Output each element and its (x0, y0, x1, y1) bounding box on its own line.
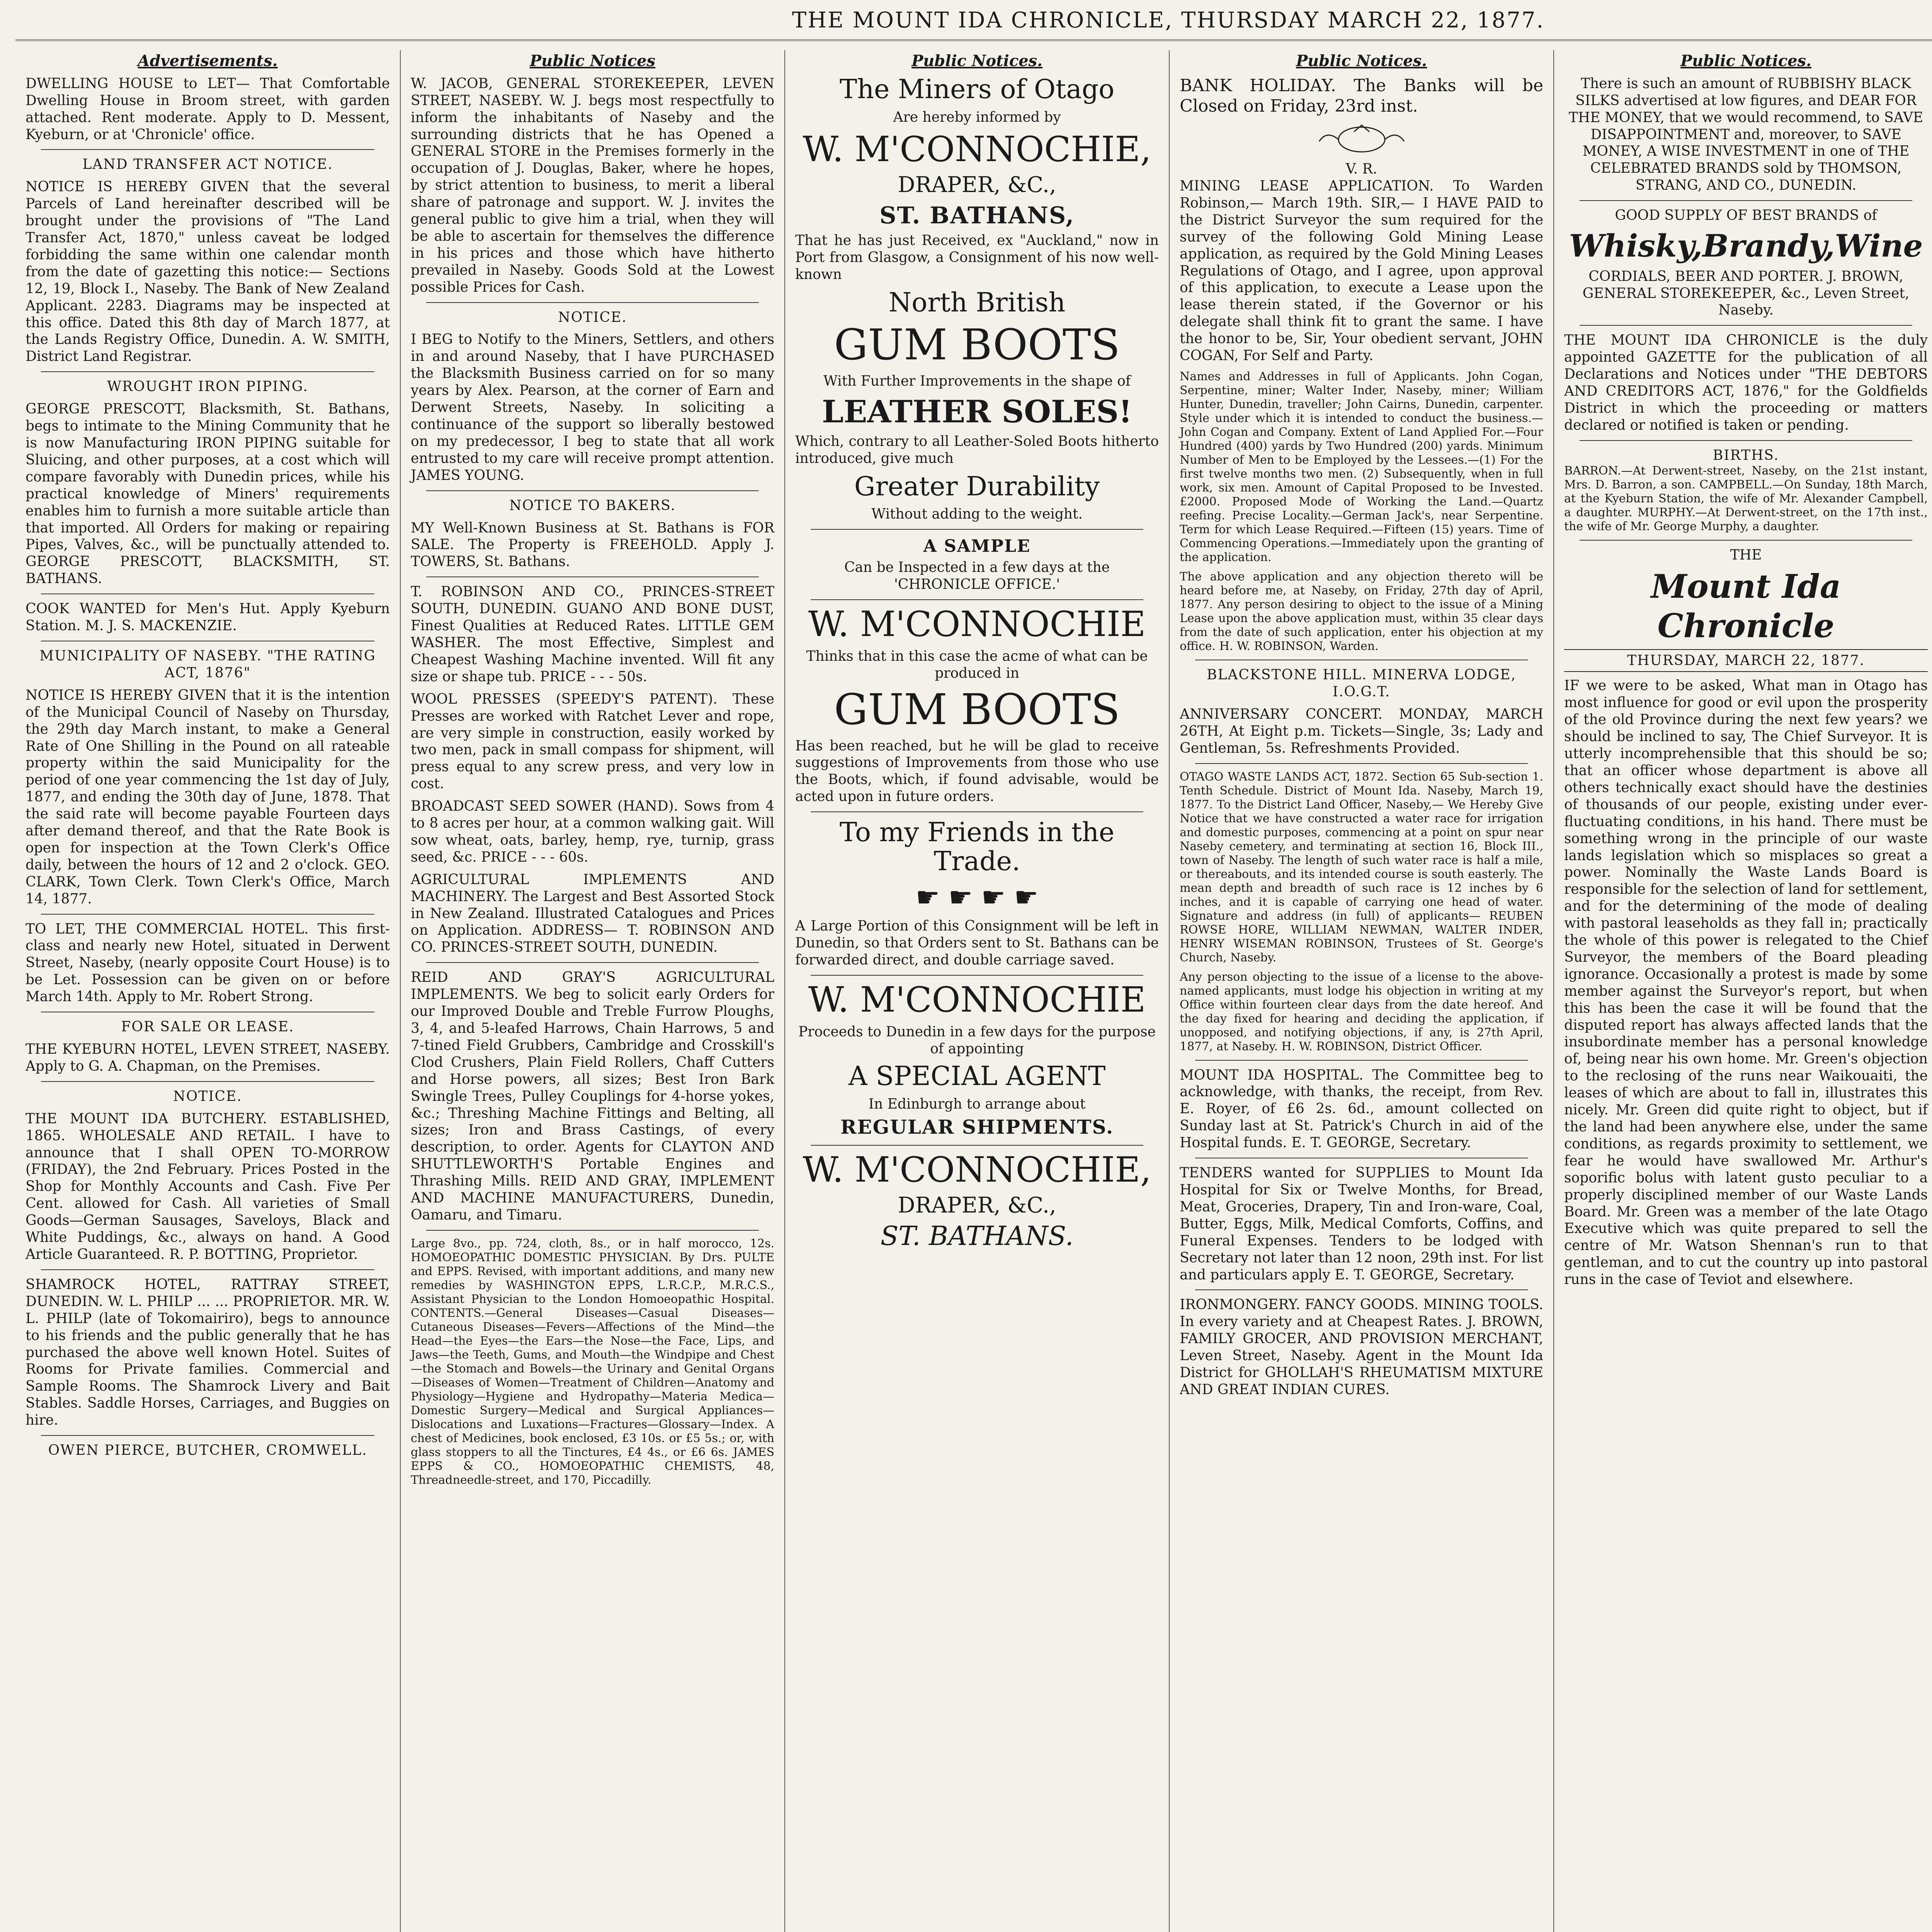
column-5 (1553, 50, 1932, 1932)
improvements-text: With Further Improvements in the shape of (823, 373, 1131, 389)
friends-in-trade: To my Friends in the Trade. (839, 817, 1115, 877)
ad-dwelling-house: DWELLING HOUSE to LET— That Comfortable Dwelling House in Broom street, with garden attached. Rent moderate. Apply to D. Messent, Kyeburn, or at 'Chronicle' office. (26, 75, 390, 143)
divider (1195, 1289, 1528, 1290)
leather-soles: LEATHER SOLES! (822, 393, 1132, 430)
ad-heading: LAND TRANSFER ACT NOTICE. (82, 156, 333, 173)
editorial-date: THURSDAY, MARCH 22, 1877. (1564, 649, 1928, 672)
column-header: Public Notices. (1296, 52, 1427, 70)
ad-mining-lease-hearing: The above application and any objection thereto will be heard before me, at Naseby, on Friday, 27th day of April, 1877. Any person desiring to object to the issue of a Mining Lease upon the above application must, within 35 clear days from the date of such application, enter his objection at my office. H. W. ROBINSON, Warden. (1180, 570, 1543, 653)
ad-mining-lease-details: Names and Addresses in full of Applicants. John Cogan, Serpentine, miner; Walter Inder, Naseby, miner; William Hunter, Dunedin, traveller; John Cairns, Dunedin, carpenter. Style under which it is intended to conduct the business.—John Cogan and Company. Extent of Land Applied For.—Four Hundred (400) yards by Two Hundred (200) yards. Minimum Number of Men to be Employed by the Lessees.—(1) For the first twelve months two men. (2) Subsequently, when in full work, six men. Amount of Capital Proposed to be Invested. £2000. Proposed Mode of Working the Land.—Quartz reefing. Precise Locality.—German Jack's, near Serpentine. Term for which Lease Required.—Fifteen (15) years. Time of Commencing Operations.—Immediately upon the granting of the application. (1180, 370, 1543, 565)
received-text: That he has just Received, ex "Auckland," now in Port from Glasgow, a Consignment of his now well-known (795, 232, 1159, 282)
gum-boots: GUM BOOTS (834, 320, 1120, 370)
ad-heading: MUNICIPALITY OF NASEBY. "THE RATING ACT, 1876" (39, 648, 376, 681)
divider (426, 1230, 759, 1231)
ad-heading: FOR SALE OR LEASE. (121, 1019, 294, 1035)
ad-heading: NOTICE TO BAKERS. (509, 497, 676, 514)
divider (1580, 325, 1912, 326)
ad-homoeopathic: Large 8vo., pp. 724, cloth, 8s., or in half morocco, 12s. HOMOEOPATHIC DOMESTIC PHYSICIAN. By Drs. PULTE and EPPS. Revised, with important additions, and many new remedies by WASHINGTON EPPS, L.R.C.P., M.R.C.S., Assistant Physician to the London Homoeopathic Hospital. CONTENTS.—General Diseases—Casual Diseases—Cutaneous Diseases—Fevers—Affections of the Mind—the Head—the Eyes—the Ears—the Nose—the Face, Lips, and Jaws—the Teeth, Gums, and Mouth—the Windpipe and Chest—the Stomach and Bowels—the Urinary and Genital Organs—Diseases of Women—Treatment of Children—Anatomy and Physiology—Hygiene and Hydropathy—Materia Medica—Domestic Surgery—Medical and Surgical Appliances—Dislocations and Luxations—Fractures—Glossary—Index. A chest of Medicines, book enclosed, £3 10s. or £5 5s.; or, with glass stoppers to all the Tinctures, £4 4s., or £6 6s. JAMES EPPS & CO., HOMOEOPATHIC CHEMISTS, 48, Threadneedle-street, and 170, Piccadilly. (411, 1236, 774, 1487)
column-2 (400, 50, 784, 1932)
ad-bank-holiday: BANK HOLIDAY. The Banks will be Closed on Friday, 23rd inst. (1180, 75, 1543, 116)
ad-rating-act: NOTICE IS HEREBY GIVEN that it is the intention of the Municipal Council of Naseby on Thursday, the 29th day March instant, to make a General Rate of One Shilling in the Pound on all rateable property within the said Municipality for the period of one year commencing the 1st day of July, 1877, and ending the 30th day of June, 1878. That the said rate will become payable Fourteen days after demand thereof, and that the Rate Book is open for inspection at the Town Clerk's Office daily, between the hours of 12 and 2 o'clock. GEO. CLARK, Town Clerk. Town Clerk's Office, March 14, 1877. (26, 687, 390, 907)
the-label: THE (1730, 547, 1762, 563)
divider (41, 1081, 374, 1082)
ad-seed-sower: BROADCAST SEED SOWER (HAND). Sows from 4 to 8 acres per hour, at a common walking gait. Will sow wheat, oats, barley, hemp, rye, turnip, grass seed, &c. PRICE - - - 60s. (411, 798, 774, 865)
draper-label: DRAPER, &C., (898, 1193, 1056, 1218)
column-3 (784, 50, 1169, 1932)
ad-business-for-sale: MY Well-Known Business at St. Bathans is FOR SALE. The Property is FREEHOLD. Apply J. TOWERS, St. Bathans. (411, 520, 774, 570)
reached-text: Has been reached, but he will be glad to receive suggestions of Improvements from those who use the Boots, which, if found advisable, would be acted upon in future orders. (795, 738, 1159, 805)
ad-butchery: THE MOUNT IDA BUTCHERY. ESTABLISHED, 1865. WHOLESALE AND RETAIL. I have to announce that I shall OPEN TO-MORROW (FRIDAY), the 2nd February. Prices Posted in the Shop for Monthly Accounts and Cash. Five Per Cent. allowed for Cash. All varieties of Small Goods—German Sausages, Saveloys, Black and White Puddings, &c., always on hand. A Good Article Guaranteed. R. P. BOTTING, Proprietor. (26, 1111, 390, 1262)
ad-blacksmith: I BEG to Notify to the Miners, Settlers, and others in and around Naseby, that I have PURCHASED the Blacksmith Business carried on for so many years by Alex. Pearson, at the corner of Earn and Derwent Streets, Naseby. In soliciting a continuance of the support so liberally bestowed on my predecessor, I beg to state that all work entrusted to my care will receive prompt attention. JAMES YOUNG. (411, 332, 774, 483)
column-header: Public Notices. (912, 52, 1043, 70)
ad-list (26, 75, 390, 1459)
ad-chronicle-gazette: THE MOUNT IDA CHRONICLE is the duly appointed GAZETTE for the publication of all Declarations and Notices under "THE DEBTORS AND CREDITORS ACT, 1876," for the Goldfields District in which the proceeding or matters declared or notified is taken or pending. (1564, 332, 1928, 433)
sample-text: Can be Inspected in a few days at the 'CHRONICLE OFFICE.' (844, 559, 1110, 592)
newspaper-page (15, 8, 1932, 1932)
column-1 (15, 50, 400, 1932)
masthead-rule (15, 39, 1932, 41)
whisky-brandy-wine: Whisky,Brandy,Wine (1569, 228, 1923, 264)
ad-anniversary-concert: ANNIVERSARY CONCERT. MONDAY, MARCH 26TH, At Eight p.m. Tickets—Single, 3s; Lady and Gentleman, 5s. Refreshments Provided. (1180, 706, 1543, 756)
special-agent: A SPECIAL AGENT (848, 1061, 1106, 1092)
north-british: North British (888, 287, 1066, 318)
ad-ironmongery: IRONMONGERY. FANCY GOODS. MINING TOOLS. In every variety and at Cheapest Rates. J. BROWN, FAMILY GROCER, AND PROVISION MERCHANT, Leven Street, Naseby. Agent in the Mount Ida District for GHOLLAH'S RHEUMATISM MIXTURE AND GREAT INDIAN CURES. (1180, 1297, 1543, 1398)
divider (426, 962, 759, 963)
ad-heading: NOTICE. (173, 1088, 242, 1104)
births-list: BARRON.—At Derwent-street, Naseby, on the 21st instant, Mrs. D. Barron, a son. CAMPBELL.—On Sunday, 18th March, at the Kyeburn Station, the wife of Mr. Alexander Campbell, a daughter. MURPHY.—At Derwent-street, on the 17th inst., the wife of Mr. George Murphy, a daughter. (1564, 464, 1928, 533)
ad-hospital: MOUNT IDA HOSPITAL. The Committee beg to acknowledge, with thanks, the receipt, from Rev. E. Royer, of £6 2s. 6d., amount collected on Sunday last at St. Patrick's Church in aid of the Hospital funds. E. T. GEORGE, Secretary. (1180, 1067, 1543, 1151)
column-header: Public Notices. (1680, 52, 1811, 70)
divider (1195, 1060, 1528, 1061)
ad-jacob-store: W. JACOB, GENERAL STOREKEEPER, LEVEN STREET, NASEBY. W. J. begs most respectfully to inform the inhabitants of Naseby and the surrounding districts that he has Opened a GENERAL STORE in the Premises formerly in the occupation of J. Douglas, Baker, where he hopes, by strict attention to business, to merit a liberal share of patronage and support. W. J. invites the general public to give him a trial, when they will be able to ascertain for themselves the difference in his prices and those which have hitherto prevailed in Naseby. Goods Sold at the Lowest possible Prices for Cash. (411, 75, 774, 295)
births-heading: BIRTHS. (1713, 447, 1779, 463)
thinks-text: Thinks that in this case the acme of what can be produced in (806, 648, 1148, 682)
editorial-body: IF we were to be asked, What man in Otago has most influence for good or evil upon the prosperity of the old Province during the next few years? we should be inclined to say, The Chief Surveyor. It is utterly incomprehensible that this should be so; that an officer whose department is above all others technically exact should have the destinies of thousands of our people, existing under ever-fluctuating conditions, in his hand. There must be something wrong in the principle of our waste lands legislation which so misplaces so great a power. Nominally the Waste Lands Board is responsible for the selection of land for settlement, and for the determining of the mode of dealing with pastoral leaseholds as they fall in; practically the whole of this power is relegated to the Chief Surveyor, the members of the Board pleading ignorance. Occasionally a protest is made by some member against the Surveyor's report, but when this has been the case it will be found that the disputed report has always affected lands that the insubordinate member has a personal knowledge of, being near his own home. Mr. Green's objection to the reclosing of the runs near Waikouaiti, the leases of which are about to fall in, illustrates this nicely. Mr. Green did quite right to object, but if the land had been anywhere else, under the same conditions, as regards proximity to settlement, we fear he would have swallowed Mr. Arthur's soporific bolus with latent gusto peculiar to a properly disciplined member of our Waste Lands Board. Mr. Green was a member of the late Otago Executive which was quite prepared to sell the centre of Mr. Watson Shennan's run to that gentleman, and to cut the country up into pastoral runs in the case of Teviot and elsewhere. (1564, 678, 1928, 1288)
divider (41, 1269, 374, 1270)
ad-tenders: TENDERS wanted for SUPPLIES to Mount Ida Hospital for Six or Twelve Months, for Bread, Meat, Groceries, Drapery, Tin and Iron-ware, Coal, Butter, Eggs, Milk, Medical Comforts, Coffins, and Funeral Expenses. Tenders to be lodged with Secretary not later than 12 noon, 29th inst. For list and particulars apply E. T. GEORGE, Secretary. (1180, 1165, 1543, 1283)
contrary-text: Which, contrary to all Leather-Soled Boots hitherto introduced, give much (795, 433, 1159, 466)
column-header: Advertisements. (138, 52, 278, 70)
portion-text: A Large Portion of this Consignment will be left in Dunedin, so that Orders sent to St. Bathans can be forwarded direct, and double carriage saved. (795, 918, 1159, 968)
divider (811, 975, 1143, 976)
sample-heading: A SAMPLE (923, 536, 1031, 556)
divider (1195, 763, 1528, 764)
edinburgh-text: In Edinburgh to arrange about (868, 1096, 1086, 1112)
ad-cordials: CORDIALS, BEER AND PORTER. J. BROWN, GENERAL STOREKEEPER, &c., Leven Street, Naseby. (1582, 268, 1910, 318)
divider (41, 149, 374, 150)
divider (1580, 540, 1912, 541)
divider (426, 490, 759, 491)
ad-robinson-guano: T. ROBINSON AND CO., PRINCES-STREET SOUTH, DUNEDIN. GUANO AND BONE DUST, Finest Qualities at Reduced Rates. LITTLE GEM WASHER. The most Effective, Simplest and Cheapest Washing Machine invented. Will fit any size or shape tub. PRICE - - - 50s. (411, 584, 774, 685)
royal-arms-icon (1311, 122, 1412, 157)
st-bathans: ST. BATHANS, (879, 202, 1075, 229)
divider (811, 811, 1143, 812)
greater-durability: Greater Durability (854, 471, 1100, 502)
ad-owen-pierce: OWEN PIERCE, BUTCHER, CROMWELL. (48, 1442, 367, 1459)
ad-iron-piping: GEORGE PRESCOTT, Blacksmith, St. Bathans, begs to intimate to the Mining Community that he is now Manufacturing IRON PIPING suitable for Sluicing, and other purposes, at a cost which will compare favorably with Dunedin prices, while his practical knowledge of Miners' requirements enables him to furnish a more suitable article than that imported. All Orders for making or repairing Pipes, Valves, &c., will be punctually attended to. GEORGE PRESCOTT, BLACKSMITH, ST. BATHANS. (26, 401, 390, 587)
paper-title: Mount Ida Chronicle (1651, 567, 1841, 645)
good-supply: GOOD SUPPLY OF BEST BRANDS of (1615, 207, 1877, 224)
miners-title: The Miners of Otago (839, 74, 1115, 105)
column-4 (1169, 50, 1553, 1932)
divider (41, 914, 374, 915)
ad-heading: BLACKSTONE HILL. MINERVA LODGE, I.O.G.T. (1207, 667, 1516, 700)
divider (811, 599, 1143, 600)
vr-initials: V. R. (1345, 161, 1378, 177)
ad-wool-presses: WOOL PRESSES (SPEEDY'S PATENT). These Presses are worked with Ratchet Lever and rope, are very simple in construction, easily worked by two men, pack in small compass for shipment, will press equal to any screw press, and very low in cost. (411, 691, 774, 792)
ad-kyeburn-hotel: THE KYEBURN HOTEL, LEVEN STREET, NASEBY. Apply to G. A. Chapman, on the Premises. (26, 1041, 390, 1074)
st-bathans: ST. BATHANS. (880, 1221, 1074, 1252)
ad-heading: NOTICE. (558, 309, 627, 325)
pointing-hands-icon: ☛ ☛ ☛ ☛ (915, 881, 1039, 913)
mcconnochie-name: W. M'CONNOCHIE (808, 604, 1146, 645)
ad-waste-lands-objection: Any person objecting to the issue of a license to the above-named applicants, must lodge his objection in writing at my Office within fourteen clear days from the date hereof. And the day fixed for hearing and deciding the application, if unopposed, and notifying objections, if any, is 27th April, 1877, at Naseby. H. W. ROBINSON, District Officer. (1180, 970, 1543, 1053)
divider (1580, 440, 1912, 441)
proceeds-text: Proceeds to Dunedin in a few days for the purpose of appointing (798, 1024, 1156, 1057)
ad-land-transfer: NOTICE IS HEREBY GIVEN that the several Parcels of Land hereinafter described will be brought under the provisions of "The Land Transfer Act, 1870," unless caveat be lodged forbidding the same within one calendar month from the date of gazetting this notice:— Sections 12, 19, Block I., Naseby. The Bank of New Zealand Applicant. 2283. Diagrams may be inspected at this office. Dated this 8th day of March 1877, at the Lands Registry Office, Dunedin. A. W. SMITH, District Land Registrar. (26, 179, 390, 365)
divider (811, 529, 1143, 530)
ad-commercial-hotel: TO LET, THE COMMERCIAL HOTEL. This first-class and nearly new Hotel, situated in Derwent Street, Naseby, (nearly opposite Court House) is to be Let. Possession can be given on or before March 14th. Apply to Mr. Robert Strong. (26, 921, 390, 1005)
ad-waste-lands: OTAGO WASTE LANDS ACT, 1872. Section 65 Sub-section 1. Tenth Schedule. District of Mount Ida. Naseby, March 19, 1877. To the District Land Officer, Naseby,— We Hereby Give Notice that we have constructed a water race for irrigation and domestic purposes, commencing at a point on spur near Naseby cemetery, and terminating at section 16, Block III., town of Naseby. The length of such water race is half a mile, or thereabouts, and its intended course is south easterly. The mean depth and breadth of such race is 12 inches by 6 inches, and it is capable of carrying one head of water. Signature and address (in full) of applicants— REUBEN ROWSE HORE, WILLIAM NEWMAN, WALTER INDER, HENRY WISEMAN ROBINSON, Trustees of St. George's Church, Naseby. (1180, 770, 1543, 964)
ad-cook-wanted: COOK WANTED for Men's Hut. Apply Kyeburn Station. M. J. S. MACKENZIE. (26, 601, 390, 634)
column-header: Public Notices (529, 52, 656, 70)
ad-mining-lease: MINING LEASE APPLICATION. To Warden Robinson,— March 19th. SIR,— I HAVE PAID to the District Surveyor the sum required for the survey of the following Gold Mining Lease application, as required by the Gold Mining Leases Regulations of Otago, and I agree, upon approval of this application, to execute a Lease upon the lease therein stated, if the Governor or his delegate shall think fit to grant the same. I have the honor to be, Sir, Your obedient servant, JOHN COGAN, For Self and Party. (1180, 178, 1543, 364)
mcconnochie-name: W. M'CONNOCHIE, (803, 1149, 1151, 1190)
divider (41, 371, 374, 372)
ad-black-silks: There is such an amount of RUBBISHY BLACK SILKS advertised at low figures, and DEAR FOR THE MONEY, that we would recommend, to SAVE DISAPPOINTMENT and, moreover, to SAVE MONEY, A WISE INVESTMENT in one of THE CELEBRATED BRANDS sold by THOMSON, STRANG, AND CO., DUNEDIN. (1568, 75, 1923, 194)
divider (426, 302, 759, 303)
ad-heading: WROUGHT IRON PIPING. (107, 379, 308, 395)
divider (1580, 200, 1912, 201)
ad-shamrock-hotel: SHAMROCK HOTEL, RATTRAY STREET, DUNEDIN. W. L. PHILP ... ... PROPRIETOR. MR. W. L. PHILP (late of Tokomairiro), begs to announce to his friends and the public generally that he has purchased the above well known Hotel. Suites of Rooms for Private families. Commercial and Sample Rooms. The Shamrock Livery and Bait Stables. Saddle Horses, Carriages, and Buggies on hire. (26, 1276, 390, 1429)
mcconnochie-name: W. M'CONNOCHIE (808, 979, 1146, 1020)
draper-label: DRAPER, &C., (898, 172, 1056, 197)
masthead: THE MOUNT IDA CHRONICLE, THURSDAY MARCH 22, 1877. (792, 8, 1545, 33)
gum-boots: GUM BOOTS (834, 685, 1120, 735)
ad-agricultural: AGRICULTURAL IMPLEMENTS AND MACHINERY. The Largest and Best Assorted Stock in New Zealand. Illustrated Catalogues and Prices on Application. ADDRESS— T. ROBINSON AND CO. PRINCES-STREET SOUTH, DUNEDIN. (411, 871, 774, 956)
ad-reid-gray: REID AND GRAY'S AGRICULTURAL IMPLEMENTS. We beg to solicit early Orders for our Improved Double and Treble Furrow Ploughs, 3, 4, and 5-leafed Harrows, Chain Harrows, 5 and 7-tined Field Grubbers, Cambridge and Crosskill's Clod Crushers, Plain Field Rollers, Chaff Cutters and Horse powers, all sizes; Best Iron Bark Swingle Trees, Pulley Couplings for 4-horse yokes, &c.; Threshing Machine Fittings and Belting, all sizes; Iron and Brass Castings, of every description, to order. Agents for CLAYTON AND SHUTTLEWORTH'S Portable Engines and Thrashing Mills. REID AND GRAY, IMPLEMENT AND MACHINE MANUFACTURERS, Dunedin, Oamaru, and Timaru. (411, 969, 774, 1223)
are-informed: Are hereby informed by (893, 109, 1061, 125)
divider (41, 1435, 374, 1436)
without-weight: Without adding to the weight. (871, 506, 1083, 522)
mcconnochie-name: W. M'CONNOCHIE, (803, 129, 1151, 170)
divider (811, 1145, 1143, 1146)
regular-shipments: REGULAR SHIPMENTS. (840, 1115, 1114, 1138)
